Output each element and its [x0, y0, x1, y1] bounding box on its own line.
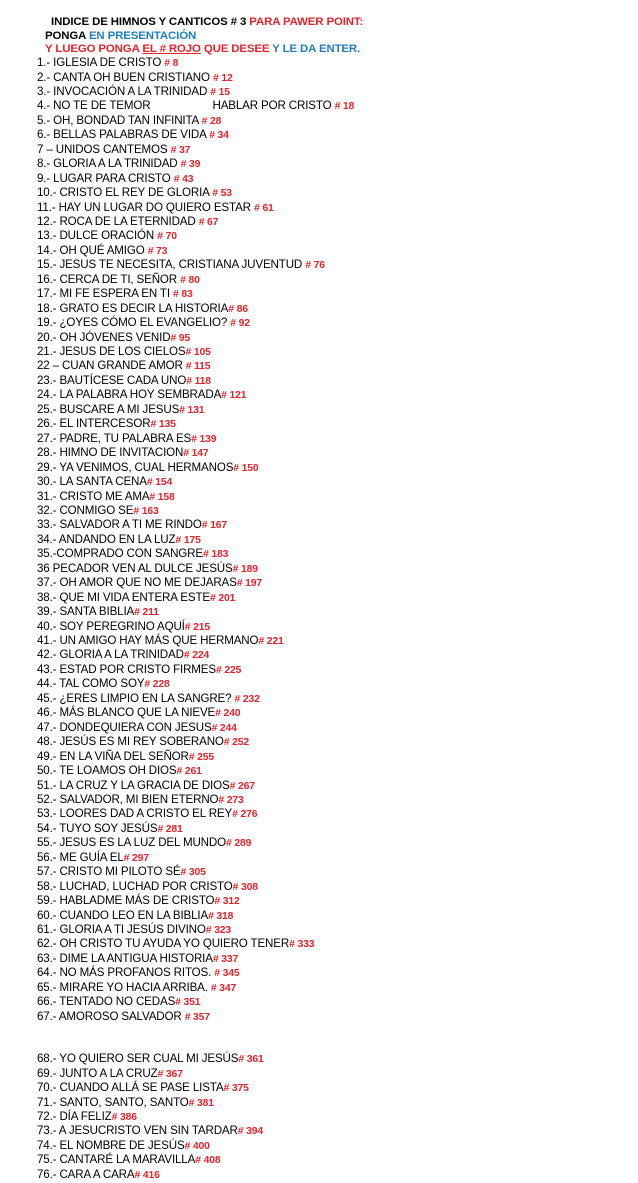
hymn-title: 12.- ROCA DE LA ETERNIDAD	[37, 214, 199, 228]
list-item	[37, 894, 240, 909]
hymn-number: # 281	[157, 823, 183, 835]
list-item	[37, 1081, 249, 1096]
list-item	[37, 807, 257, 822]
hymn-title: 52.- SALVADOR, MI BIEN ETERNO	[37, 792, 219, 806]
hymn-title: 66.- TENTADO NO CEDAS	[37, 995, 176, 1009]
hymn-number: # 394	[237, 1126, 263, 1138]
hymn-number: # 240	[215, 708, 241, 720]
hymn-number: # 39	[180, 159, 201, 171]
list-item	[37, 822, 183, 837]
list-item	[37, 56, 178, 71]
list-item	[37, 966, 240, 981]
hymn-title: 44.- TAL COMO SOY	[37, 677, 145, 691]
list-item	[37, 143, 190, 158]
hymn-number: # 228	[144, 679, 170, 691]
list-item	[37, 302, 248, 317]
list-item	[37, 114, 221, 129]
hymn-title: 51.- LA CRUZ Y LA GRACIA DE DIOS	[37, 778, 230, 792]
hymn-number: # 211	[134, 607, 159, 619]
hymn-title: 75.- CANTARÉ LA MARAVILLA	[37, 1153, 196, 1167]
hymn-number: # 183	[202, 549, 229, 561]
list-item	[37, 779, 255, 794]
hymn-number: # 34	[209, 130, 229, 142]
hymn-title: 63.- DIME LA ANTIGUA HISTORIA	[37, 951, 213, 965]
hymn-title: 58.- LUCHAD, LUCHAD POR CRISTO	[37, 879, 233, 893]
hymn-title: 17.- MI FE ESPERA EN TI	[37, 287, 173, 301]
hymn-title: 53.- LOORES DAD A CRISTO EL REY	[37, 807, 233, 821]
list-item	[37, 388, 246, 403]
list-item	[37, 1010, 210, 1025]
hymn-number: # 361	[238, 1054, 264, 1066]
hymn-number: # 175	[175, 534, 201, 546]
hymn-title-2: HABLAR POR CRISTO	[212, 99, 335, 113]
hymn-number: # 37	[170, 144, 191, 156]
hymn-title: 10.- CRISTO EL REY DE GLORIA	[37, 186, 213, 199]
list-item	[37, 562, 258, 577]
list-item	[37, 533, 201, 548]
list-item	[37, 735, 249, 750]
list-item	[37, 836, 251, 851]
list-item	[37, 620, 210, 635]
hymn-title: 55.- JESUS ES LA LUZ DEL MUNDO	[37, 836, 226, 850]
hymn-title: 43.- ESTAD POR CRISTO FIRMES	[37, 662, 216, 676]
hymn-number: # 215	[184, 621, 211, 633]
hymn-title: 26.- EL INTERCESOR	[37, 417, 151, 431]
hymn-number: # 297	[123, 852, 149, 864]
hymn-title: 54.- TUYO SOY JESÚS	[37, 821, 158, 835]
instruction-red-underlined: EL # ROJO	[142, 43, 201, 55]
list-item	[37, 547, 228, 562]
hymn-title: 25.- BUSCARE A MI JESUS	[37, 402, 180, 416]
hymn-title: 32.- CONMIGO SE	[37, 503, 134, 517]
hymn-title: 8.- GLORIA A LA TRINIDAD	[37, 157, 181, 171]
hymn-title: 24.- LA PALABRA HOY SEMBRADA	[37, 388, 222, 402]
list-item	[37, 605, 159, 620]
hymn-number: # 121	[221, 390, 247, 402]
list-item	[37, 663, 241, 678]
list-item	[37, 345, 211, 360]
list-item	[37, 981, 236, 996]
hymn-number: # 154	[146, 477, 173, 488]
hymn-title: 16.- CERCA DE TI, SEÑOR	[37, 272, 181, 286]
hymn-number: # 18	[334, 101, 355, 113]
hymn-number: # 323	[205, 925, 232, 936]
hymn-title: 9.- LUGAR PARA CRISTO	[37, 171, 174, 185]
list-item	[37, 937, 314, 952]
hymn-title: 18.- GRATO ES DECIR LA HISTORIA	[37, 301, 229, 315]
hymn-number: # 276	[232, 809, 258, 821]
hymn-title: 33.- SALVADOR A TI ME RINDO	[37, 518, 202, 532]
hymn-title: 64.- NO MÁS PROFANOS RITOS.	[37, 966, 215, 980]
list-item	[37, 995, 200, 1010]
instruction-line-1	[45, 30, 196, 42]
list-item	[37, 865, 206, 880]
hymn-title: 15.- JESUS TE NECESITA, CRISTIANA JUVENTUD	[37, 258, 306, 272]
hymn-title: 14.- OH QUÉ AMIGO	[37, 243, 148, 257]
list-item	[37, 359, 210, 374]
hymn-number: # 43	[173, 173, 194, 185]
list-item	[37, 172, 193, 187]
hymn-title: 6.- BELLAS PALABRAS DE VIDA	[37, 128, 210, 142]
list-item	[37, 591, 235, 606]
list-item	[37, 331, 190, 346]
hymn-title: 56.- ME GUÍA EL	[37, 850, 124, 864]
list-item	[37, 229, 177, 244]
hymn-number: # 70	[157, 231, 177, 243]
hymn-number: # 150	[233, 462, 259, 474]
instruction-red-a: Y LUEGO PONGA	[45, 43, 140, 55]
hymn-number: # 244	[211, 722, 237, 734]
list-item	[37, 157, 200, 172]
hymn-title: 57.- CRISTO MI PILOTO SÉ	[37, 865, 181, 879]
hymn-number: # 308	[232, 881, 258, 893]
hymn-title: 49.- EN LA VIÑA DEL SEÑOR	[37, 749, 189, 763]
list-item	[37, 99, 354, 114]
hymn-title: 47.- DONDEQUIERA CON JESUS	[37, 720, 212, 734]
hymn-title: 4.- NO TE DE TEMOR	[37, 99, 151, 113]
hymn-number: # 232	[234, 693, 260, 705]
hymn-title: 7 – UNIDOS CANTEMOS	[37, 142, 171, 156]
list-item	[37, 71, 233, 86]
list-item	[37, 1139, 210, 1154]
hymn-number: # 83	[173, 289, 193, 301]
hymn-number: # 416	[134, 1169, 160, 1181]
list-item	[37, 1168, 160, 1183]
list-item	[37, 923, 231, 938]
hymn-number: # 92	[230, 318, 250, 330]
hymn-number: # 225	[215, 664, 242, 676]
hymn-number: # 95	[170, 332, 191, 344]
hymn-title: 62.- OH CRISTO TU AYUDA YO QUIERO TENER	[37, 937, 290, 951]
list-item	[37, 374, 211, 389]
hymn-number: # 105	[185, 347, 211, 358]
hymn-title: 27.- PADRE, TU PALABRA ES	[37, 431, 192, 445]
list-item	[37, 793, 244, 808]
list-item	[37, 764, 202, 779]
hymn-number: # 351	[175, 997, 201, 1009]
list-item	[37, 186, 232, 201]
hymn-title: 20.- OH JÓVENES VENID	[37, 330, 171, 344]
hymn-number: # 86	[228, 303, 248, 315]
list-item	[37, 504, 159, 519]
list-item	[37, 692, 260, 707]
hymn-number: # 273	[218, 794, 244, 806]
list-item	[37, 316, 250, 331]
hymn-number: # 189	[232, 563, 258, 575]
hymn-number: # 408	[195, 1155, 221, 1167]
hymn-title: 5.- OH, BONDAD TAN INFINITA	[37, 113, 202, 127]
hymn-number: # 381	[188, 1097, 214, 1109]
hymn-title: 31.- CRISTO ME AMA	[37, 489, 150, 503]
hymn-number: # 357	[184, 1011, 210, 1023]
hymn-number: # 147	[183, 448, 209, 460]
list-item	[37, 446, 209, 461]
hymn-number: # 135	[150, 419, 176, 431]
hymn-title: 59.- HABLADME MÁS DE CRISTO	[37, 894, 215, 908]
hymn-title: 28.- HIMNO DE INVITACION	[37, 446, 184, 460]
hymn-number: # 312	[214, 896, 240, 908]
hymn-title: 38.- QUE MI VIDA ENTERA ESTE	[37, 590, 210, 604]
list-item	[37, 287, 193, 302]
list-item	[37, 273, 200, 288]
list-item	[37, 706, 240, 721]
list-item	[37, 128, 229, 143]
hymn-number: # 158	[149, 491, 175, 503]
hymn-title: 35.-COMPRADO CON SANGRE	[37, 547, 203, 561]
list-item	[37, 880, 258, 895]
list-item	[37, 417, 176, 432]
list-item	[37, 490, 175, 505]
hymn-title: 76.- CARA A CARA	[37, 1167, 135, 1181]
instruction-line-2	[45, 43, 360, 55]
hymn-title: 65.- MIRARE YO HACIA ARRIBA.	[37, 980, 211, 994]
hymn-number: # 76	[305, 260, 325, 272]
list-item	[37, 851, 149, 866]
hymn-number: # 118	[186, 375, 211, 387]
list-item	[37, 1110, 137, 1125]
hymn-number: # 67	[198, 216, 219, 228]
hymn-title: 40.- SOY PEREGRINO AQUÍ	[37, 619, 185, 633]
hymn-title: 71.- SANTO, SANTO, SANTO	[37, 1095, 189, 1109]
hymn-number: # 221	[258, 636, 284, 647]
hymn-number: # 163	[133, 505, 159, 517]
instruction-blue-d: Y LE DA ENTER.	[272, 43, 361, 55]
hymn-number: # 167	[201, 520, 228, 532]
hymn-number: # 305	[180, 867, 206, 879]
hymn-number: # 337	[212, 953, 239, 965]
hymn-number: # 28	[201, 115, 222, 127]
hymn-title: 73.- A JESUCRISTO VEN SIN TARDAR	[37, 1124, 238, 1138]
hymn-number: # 333	[289, 939, 315, 951]
hymn-number: # 367	[157, 1068, 183, 1080]
list-item	[37, 952, 238, 967]
hymn-title: 1.- IGLESIA DE CRISTO	[37, 56, 165, 69]
list-item	[37, 244, 167, 259]
title-red-text: PARA PAWER POINT:	[249, 16, 364, 28]
list-item	[37, 909, 233, 924]
hymn-number: # 255	[188, 751, 215, 763]
hymn-title: 13.- DULCE ORACIÓN	[37, 229, 158, 243]
hymn-title: 48.- JESÚS ES MI REY SOBERANO	[37, 735, 224, 749]
hymn-title: 68.- YO QUIERO SER CUAL MI JESÚS	[37, 1052, 239, 1066]
hymn-title: 46.- MÁS BLANCO QUE LA NIEVE	[37, 706, 216, 720]
list-item	[37, 1067, 183, 1082]
hymn-title: 30.- LA SANTA CENA	[37, 475, 147, 488]
hymn-title: 19.- ¿OYES CÓMO EL EVANGELIO?	[37, 316, 231, 330]
list-item	[37, 1052, 264, 1067]
hymn-title: 34.- ANDANDO EN LA LUZ	[37, 532, 176, 546]
hymn-title: 36 PECADOR VEN AL DULCE JESÚS	[37, 561, 233, 575]
hymn-title: 3.- INVOCACIÓN A LA TRINIDAD	[37, 84, 211, 98]
list-item	[37, 750, 214, 765]
list-item	[37, 648, 209, 663]
hymn-number: # 15	[210, 86, 230, 98]
hymn-title: 74.- EL NOMBRE DE JESÚS	[37, 1138, 185, 1152]
hymn-title: 70.- CUANDO ALLÁ SE PASE LISTA	[37, 1081, 224, 1094]
hymn-number: # 201	[209, 592, 236, 604]
hymn-number: # 345	[214, 968, 240, 980]
hymn-number: # 252	[223, 737, 250, 749]
list-item	[37, 634, 284, 649]
hymn-title: 23.- BAUTÍCESE CADA UNO	[37, 373, 187, 387]
hymn-title: 29.- YA VENIMOS, CUAL HERMANOS	[37, 460, 234, 474]
hymn-number: # 12	[212, 72, 233, 84]
list-item	[37, 201, 274, 216]
hymn-title: 41.- UN AMIGO HAY MÁS QUE HERMANO	[37, 634, 259, 647]
list-item	[37, 721, 237, 736]
hymn-title: 69.- JUNTO A LA CRUZ	[37, 1066, 158, 1080]
hymn-number: # 80	[180, 274, 200, 286]
list-item	[37, 1153, 220, 1168]
list-item	[37, 258, 325, 273]
hymn-number: # 53	[212, 188, 232, 199]
instruction-black: PONGA	[45, 30, 86, 42]
hymn-title: 11.- HAY UN LUGAR DO QUIERO ESTAR	[37, 200, 254, 214]
instruction-blue: EN PRESENTACIÓN	[88, 30, 197, 42]
hymn-title: 22 – CUAN GRANDE AMOR	[37, 359, 186, 373]
hymn-title: 72.- DÍA FELIZ	[37, 1110, 112, 1123]
list-item	[37, 1124, 263, 1139]
hymn-title: 42.- GLORIA A LA TRINIDAD	[37, 648, 184, 662]
list-item	[37, 576, 262, 591]
hymn-number: # 131	[179, 404, 205, 416]
hymn-title: 21.- JESUS DE LOS CIELOS	[37, 345, 186, 358]
hymn-title: 50.- TE LOAMOS OH DIOS	[37, 764, 177, 777]
list-item	[37, 1096, 214, 1111]
list-item	[37, 518, 227, 533]
hymn-title: 39.- SANTA BIBLIA	[37, 605, 135, 619]
hymn-title: 67.- AMOROSO SALVADOR	[37, 1009, 185, 1023]
hymn-number: # 386	[111, 1112, 137, 1123]
list-item	[37, 475, 172, 490]
list-item	[37, 215, 218, 230]
title-text: INDICE DE HIMNOS Y CANTICOS # 3	[51, 16, 247, 28]
hymn-number: # 224	[183, 650, 210, 662]
hymn-number: # 289	[226, 838, 252, 850]
hymn-title: 45.- ¿ERES LIMPIO EN LA SANGRE?	[37, 691, 235, 705]
hymn-number: # 375	[223, 1083, 249, 1094]
hymn-title: 61.- GLORIA A TI JESÚS DIVINO	[37, 923, 206, 936]
hymn-number: # 347	[210, 982, 237, 994]
list-item	[37, 85, 230, 100]
hymn-number: # 8	[164, 58, 179, 69]
hymn-title: 37.- OH AMOR QUE NO ME DEJARAS	[37, 576, 237, 590]
hymn-number: # 400	[184, 1140, 210, 1152]
instruction-red-c: QUE DESEE	[203, 43, 270, 55]
hymn-number: # 267	[229, 780, 255, 792]
hymn-number: # 318	[208, 910, 234, 922]
hymn-number: # 139	[191, 433, 217, 445]
hymn-number: # 73	[147, 245, 168, 257]
list-item	[37, 403, 204, 418]
hymn-title: 60.- CUANDO LEO EN LA BIBLIA	[37, 908, 209, 922]
list-item	[37, 432, 216, 447]
list-item	[37, 677, 170, 692]
hymn-number: # 115	[185, 361, 211, 373]
hymn-number: # 61	[253, 202, 274, 214]
hymn-title: 2.- CANTA OH BUEN CRISTIANO	[37, 70, 213, 84]
hymn-number: # 261	[176, 766, 202, 777]
hymn-number: # 197	[236, 578, 262, 590]
list-item	[37, 461, 259, 476]
index-title	[51, 16, 363, 28]
